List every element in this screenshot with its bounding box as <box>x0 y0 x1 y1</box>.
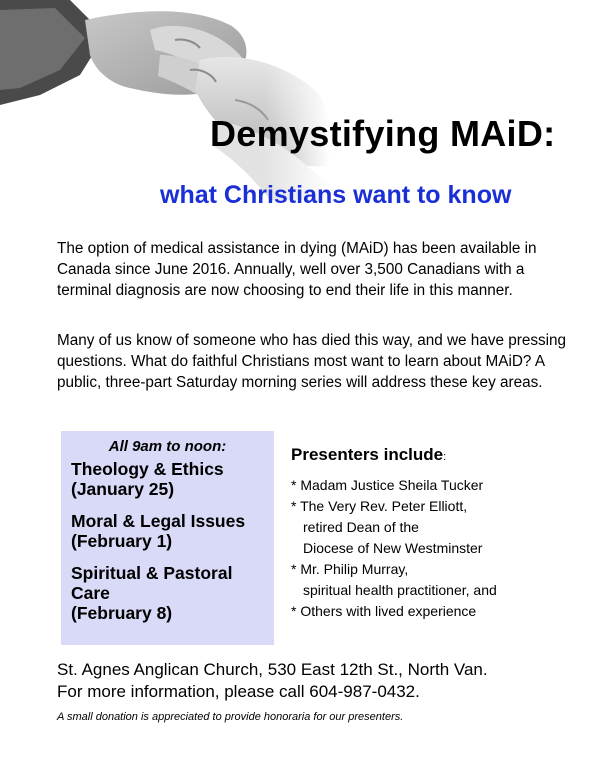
session-item <box>71 563 264 623</box>
intro-paragraph-1: The option of medical assistance in dying (MAiD) has been available in Canada since June 2016. Annually, well over 3,500 Canadians with a terminal diagnosis are now choosing to end their life in this manner. <box>57 240 537 299</box>
schedule-heading: All 9am to noon: <box>108 438 227 455</box>
session-date: (February 1) <box>71 531 173 551</box>
flyer-subtitle: what Christians want to know <box>160 181 512 209</box>
footer-info <box>57 659 488 703</box>
presenter-line: * Madam Justice Sheila Tucker <box>291 477 484 493</box>
presenter-item <box>291 496 581 559</box>
session-topic: Moral & Legal Issues <box>71 511 246 531</box>
contact-info: For more information, please call 604-987-0432. <box>57 682 420 701</box>
presenter-line: * The Very Rev. Peter Elliott, <box>291 498 468 514</box>
presenter-item <box>291 601 581 622</box>
presenter-line: * Others with lived experience <box>291 603 477 619</box>
session-item <box>71 511 264 551</box>
presenters-list <box>291 475 581 622</box>
presenter-detail: spiritual health practitioner, and <box>303 582 497 598</box>
schedule-box <box>61 431 274 645</box>
session-item <box>71 459 264 499</box>
donation-note: A small donation is appreciated to provide honoraria for our presenters. <box>57 711 404 723</box>
presenters-heading-colon: : <box>443 451 447 463</box>
presenters-section <box>291 445 581 622</box>
church-location: St. Agnes Anglican Church, 530 East 12th St., North Van. <box>57 660 488 679</box>
session-date: (February 8) <box>71 603 173 623</box>
presenters-heading <box>291 445 581 465</box>
presenter-detail: retired Dean of the <box>303 519 419 535</box>
session-date: (January 25) <box>71 479 175 499</box>
presenter-item <box>291 559 581 601</box>
clasped-hands-image <box>0 0 330 200</box>
presenter-item <box>291 475 581 496</box>
presenter-detail: Diocese of New Westminster <box>303 540 483 556</box>
presenter-line: * Mr. Philip Murray, <box>291 561 409 577</box>
presenters-heading-text: Presenters include <box>291 445 444 464</box>
intro-paragraph-2: Many of us know of someone who has died this way, and we have pressing questions. What do faithful Christians most want to learn about MAiD? A public, three-part Saturday morning series will address these key areas. <box>57 332 567 391</box>
flyer-title: Demystifying MAiD: <box>210 113 556 154</box>
session-topic: Theology & Ethics <box>71 459 224 479</box>
session-topic: Spiritual & Pastoral Care <box>71 563 233 603</box>
